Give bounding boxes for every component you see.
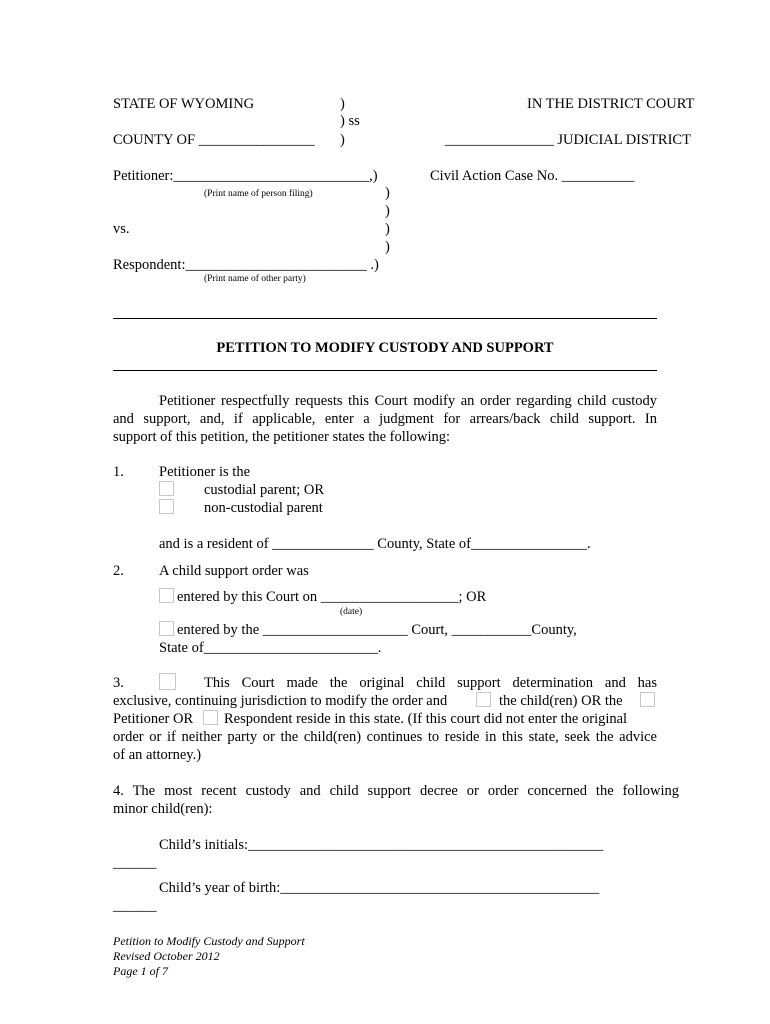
item3-line: of an attorney.) [113, 747, 202, 763]
item3-line: order or if neither party or the child(ren) continues to reside in this state, seek the advice [113, 729, 657, 745]
divider [113, 370, 657, 371]
respondent-field[interactable]: Respondent:_________________________ .) [113, 257, 379, 273]
court-label: IN THE DISTRICT COURT [527, 96, 695, 112]
intro-line: support of this petition, the petitioner states the following: [113, 429, 451, 445]
child-initials-field-tail[interactable]: ______ [113, 855, 157, 871]
footer-page-number: Page 1 of 7 [113, 964, 168, 978]
intro-line: and support, and, if applicable, enter a judgment for arrears/back child support. In [113, 411, 657, 427]
state-field[interactable]: State of________________________. [159, 640, 382, 656]
divider [113, 318, 657, 319]
state-label: STATE OF WYOMING [113, 96, 255, 112]
petitioner-field[interactable]: Petitioner:___________________________,) [113, 168, 378, 184]
non-custodial-parent-checkbox[interactable] [159, 499, 174, 514]
ss-label: ) ss [340, 113, 360, 129]
judicial-district-field[interactable]: _______________ JUDICIAL DISTRICT [445, 132, 691, 148]
intro-line: Petitioner respectfully requests this Court modify an order regarding child custody [159, 393, 657, 409]
child-birth-year-field[interactable]: Child’s year of birth:____________________________________________ [159, 880, 600, 896]
petitioner-hint: (Print name of person filing) [204, 189, 313, 199]
item3-line: Respondent reside in this state. (If this court did not enter the original [224, 711, 628, 727]
date-hint: (date) [340, 607, 363, 617]
caption-paren: ) [385, 221, 390, 237]
entered-by-other-court-checkbox[interactable] [159, 621, 174, 636]
children-reside-checkbox[interactable] [476, 692, 491, 707]
custodial-parent-label: custodial parent; OR [204, 482, 325, 498]
item3-line: exclusive, continuing jurisdiction to modify the order and [113, 693, 448, 709]
item2-text: A child support order was [159, 563, 309, 579]
caption-paren: ) [340, 96, 345, 112]
item-number: 2. [113, 563, 124, 579]
custodial-parent-checkbox[interactable] [159, 481, 174, 496]
case-number-field[interactable]: Civil Action Case No. __________ [430, 168, 635, 184]
item4-line: minor child(ren): [113, 801, 213, 817]
caption-paren: ) [340, 132, 345, 148]
entered-by-this-court-checkbox[interactable] [159, 588, 174, 603]
caption-paren: ) [385, 239, 390, 255]
item3-line: Petitioner OR [113, 711, 194, 727]
entered-by-this-court-field[interactable]: entered by this Court on ___________________; OR [177, 589, 487, 605]
item3-line: This Court made the original child support determination and has [204, 675, 657, 691]
child-initials-field[interactable]: Child’s initials:_________________________________________________ [159, 837, 604, 853]
item-number: 3. [113, 675, 124, 691]
entered-by-other-court-field[interactable]: entered by the ____________________ Court, ___________County, [177, 622, 577, 638]
item3-line: the child(ren) OR the [499, 693, 623, 709]
vs-label: vs. [113, 221, 130, 237]
child-birth-year-field-tail[interactable]: ______ [113, 898, 157, 914]
caption-paren: ) [385, 203, 390, 219]
resident-field[interactable]: and is a resident of ______________ County, State of________________. [159, 536, 591, 552]
footer-form-title: Petition to Modify Custody and Support [113, 934, 305, 948]
footer-revision: Revised October 2012 [113, 949, 220, 963]
respondent-hint: (Print name of other party) [204, 274, 306, 284]
petitioner-resides-checkbox[interactable] [640, 692, 655, 707]
non-custodial-parent-label: non-custodial parent [204, 500, 323, 516]
document-title: PETITION TO MODIFY CUSTODY AND SUPPORT [216, 340, 554, 356]
caption-paren: ) [385, 185, 390, 201]
original-determination-checkbox[interactable] [159, 673, 176, 690]
county-field[interactable]: COUNTY OF ________________ [113, 132, 315, 148]
item4-line: 4. The most recent custody and child support decree or order concerned the following [113, 783, 679, 799]
item-number: 1. [113, 464, 124, 480]
respondent-resides-checkbox[interactable] [203, 710, 218, 725]
item1-text: Petitioner is the [159, 464, 251, 480]
